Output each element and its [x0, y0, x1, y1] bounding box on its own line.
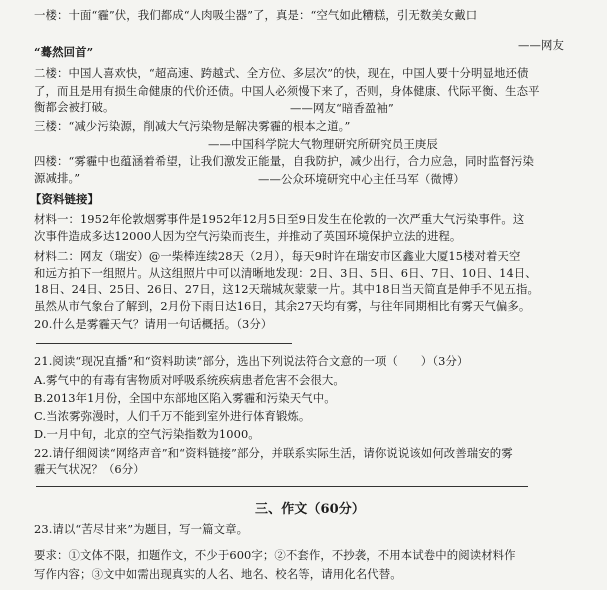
question-23: 23.请以“苦尽甘来”为题目，写一篇文章。	[34, 522, 249, 536]
floor2-line3: 衡都会被打破。	[34, 100, 115, 114]
material2-line4: 虽然从市气象台了解到，2月份下雨日达16日，其余27天均有雾，与往年同期相比有雾天气偏多。	[34, 299, 531, 313]
answer-line-20[interactable]	[36, 343, 292, 344]
material2-line1: 材料二：网友（瑞安）@一柴棒连续28天（2月），每天9时许在瑞安市区鑫业大厦15楼对着天空	[34, 249, 521, 263]
question-21-option-c: C.当浓雾弥漫时，人们千万不能到室外进行体育锻炼。	[34, 409, 311, 423]
floor4-line1: 四楼：“雾霾中也蕴涵着希望，让我们激发正能量，自我防护，减少出行，合力应急，同时监督污染	[34, 154, 535, 168]
material1-line1: 材料一：1952年伦敦烟雾事件是1952年12月5日至9日发生在伦敦的一次严重大气污染事件。这	[34, 212, 525, 226]
floor4-line2: 源减排。”	[34, 171, 81, 185]
requirements-line2: 写作内容；③文中如需出现真实的人名、地名、校名等，请用化名代替。	[34, 567, 402, 581]
question-22-line2: 霾天气状况？（6分）	[34, 462, 145, 476]
material1-line2: 次事件造成多达12000人因为空气污染而丧生，并推动了英国环境保护立法的进程。	[34, 229, 462, 243]
floor1-line2: “蓦然回首”	[34, 45, 94, 59]
floor3-line1: 三楼：“减少污染源，削减大气污染物是解决雾霾的根本之道。”	[34, 119, 351, 133]
question-20: 20.什么是雾霾天气？请用一句话概括。（3分）	[34, 317, 273, 331]
floor2-author: ——网友“暗香盈袖”	[290, 101, 394, 115]
question-21-option-d: D.一月中旬，北京的空气污染指数为1000。	[34, 427, 260, 441]
question-21-stem: 21.阅读“现况直播”和“资料助读”部分，选出下列说法符合文意的一项（ ）（3分）	[34, 354, 469, 368]
requirements-line1: 要求：①文体不限，扣题作文，不少于600字；②不套作，不抄袭，不用本试卷中的阅读材料作	[34, 548, 516, 562]
floor4-author: ——公众环境研究中心主任马军（微博）	[258, 172, 465, 186]
material2-line2: 和远方拍下一组照片。从这组照片中可以清晰地发现：2日、3日、5日、6日、7日、10日、14日、	[34, 266, 537, 280]
material2-line3: 18日、24日、25日、26日、27日，这12天瑞城灰蒙蒙一片。其中18日当天简直是伸手不见五指。	[34, 282, 540, 296]
section-3-heading: 三、作文（60分）	[255, 502, 365, 517]
material-title: 【资料链接】	[30, 192, 99, 206]
floor2-line2: 了，而且是用有损生命健康的代价还债。中国人必须慢下来了，否则，身体健康、代际平衡、生态平	[34, 84, 540, 98]
question-21-option-b: B.2013年1月份，全国中东部地区陷入雾霾和污染天气中。	[34, 391, 336, 405]
floor2-line1: 二楼：中国人喜欢快，“超高速、跨越式、全方位、多层次”的快，现在，中国人要十分明显地还债	[34, 66, 529, 80]
floor3-author: ——中国科学院大气物理研究所研究员王庚辰	[208, 137, 438, 151]
question-21-option-a: A.雾气中的有毒有害物质对呼吸系统疾病患者危害不会很大。	[34, 373, 345, 387]
floor1-author: ——网友	[518, 38, 564, 52]
floor1-line1: 一楼：十面“霾”伏，我们都成“人肉吸尘器”了，真是：“空气如此糟糕，引无数美女戴口	[34, 8, 478, 22]
answer-line-22[interactable]	[36, 486, 528, 487]
question-22-line1: 22.请仔细阅读“网络声音”和“资料链接”部分，并联系实际生活，请你说说该如何改善瑞安的雾	[34, 446, 513, 460]
